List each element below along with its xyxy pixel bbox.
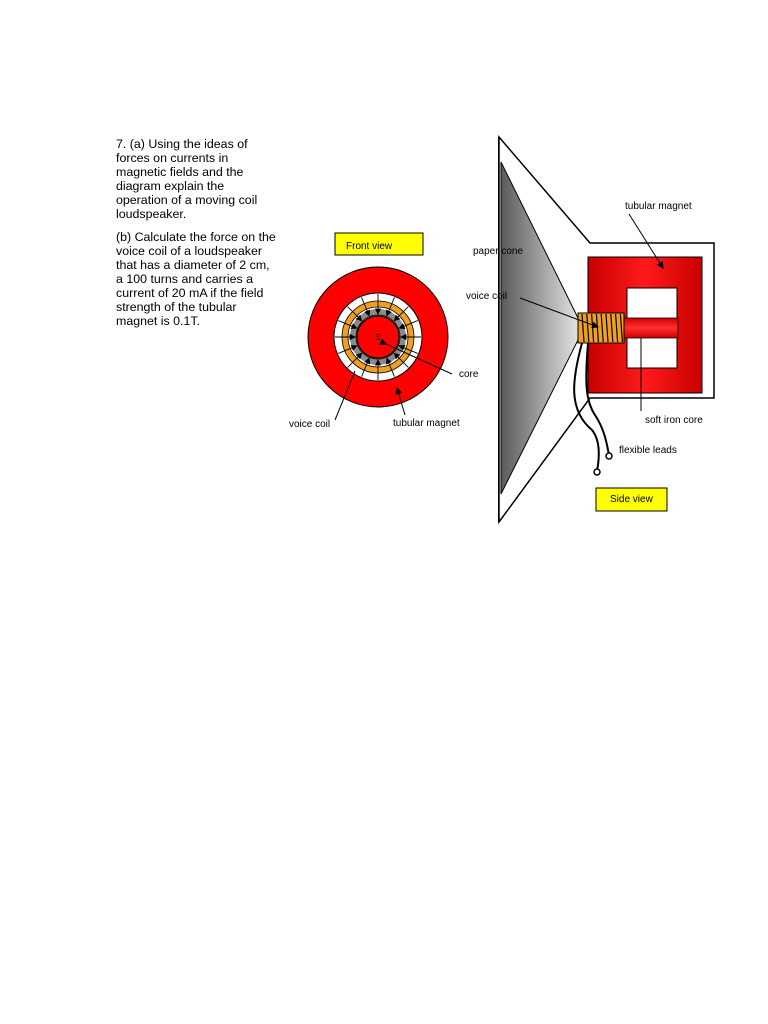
side-voice-coil-label: voice coil (466, 291, 508, 302)
paper-cone-label: paper cone (473, 246, 524, 257)
side-tubular-magnet-label: tubular magnet (625, 201, 692, 212)
side-view-label: Side view (610, 494, 653, 505)
front-view-label: Front view (346, 241, 393, 252)
front-tubular-magnet-label: tubular magnet (393, 418, 460, 429)
front-voice-coil-label: voice coil (289, 419, 331, 430)
soft-iron-core-label: soft iron core (645, 415, 703, 426)
front-core-label: core (459, 369, 479, 380)
core-pole-label: S (375, 333, 381, 342)
lead-terminal-1 (594, 469, 600, 475)
side-view (466, 137, 714, 522)
question-part-b: (b) Calculate the force on the voice coil of a loudspeaker that has a diameter of 2 cm, a 100 turns and carries a current of 20 mA if the field strength of the tubular magnet is 0.1T. (116, 230, 276, 328)
lead-terminal-2 (606, 453, 612, 459)
soft-iron-core (621, 318, 678, 338)
question-part-a: 7. (a) Using the ideas of forces on currents in magnetic fields and the diagram explain the operation of a moving coil loudspeaker. (116, 137, 258, 221)
flexible-leads-label: flexible leads (619, 445, 677, 456)
front-view (289, 233, 479, 430)
